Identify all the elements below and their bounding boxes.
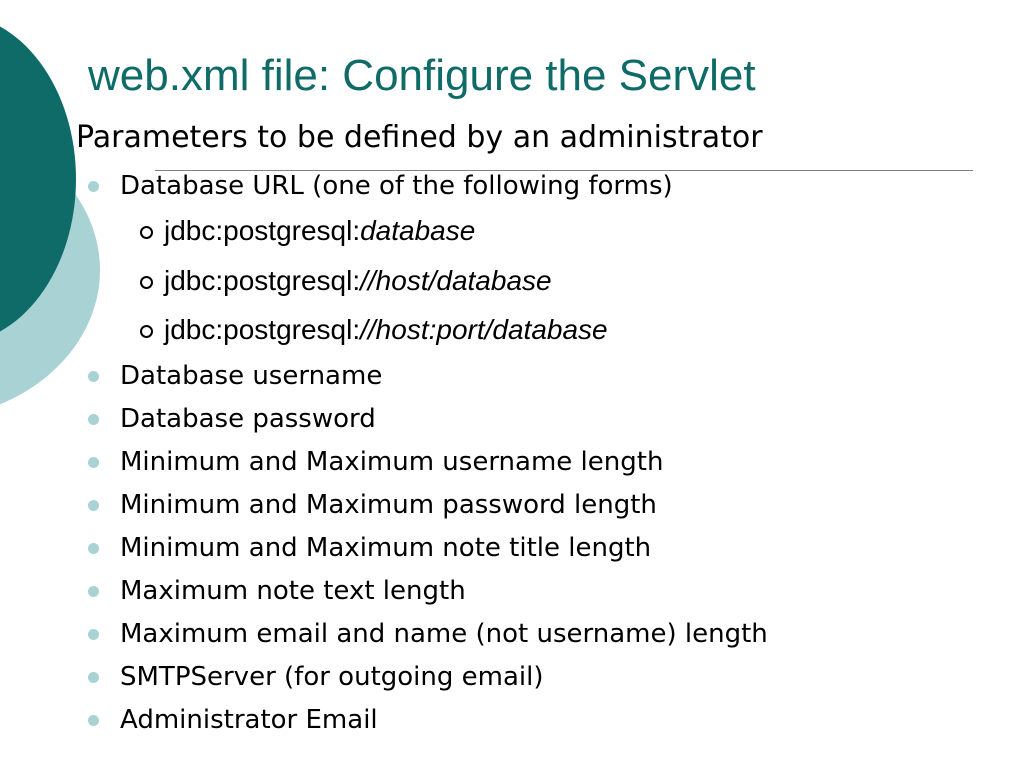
bullet-text: Maximum note text length	[120, 576, 466, 606]
sub-bullet-ring-icon	[140, 226, 153, 239]
bullet-text: Administrator Email	[120, 705, 378, 735]
sub-bullet-ring-icon	[140, 276, 153, 289]
bullet-text: Database username	[120, 361, 383, 391]
url-suffix: database	[360, 215, 476, 246]
sub-item-text	[164, 262, 552, 300]
bullet-dot-icon	[88, 672, 99, 683]
bullet-text: Maximum email and name (not username) length	[120, 619, 768, 649]
bullet-text: Minimum and Maximum password length	[120, 490, 657, 520]
url-prefix: jdbc:postgresql:	[164, 215, 361, 246]
bullet-text: Database password	[120, 404, 376, 434]
bullet-dot-icon	[88, 371, 99, 382]
bullet-text: Database URL (one of the following forms)	[120, 171, 673, 201]
bullet-dot-icon	[88, 500, 99, 511]
slide-title: web.xml file: Configure the Servlet	[88, 51, 756, 100]
sub-bullet-ring-icon	[140, 325, 153, 338]
url-prefix: jdbc:postgresql:	[164, 314, 361, 345]
bullet-dot-icon	[88, 181, 99, 192]
sub-item-text	[164, 212, 475, 250]
bullet-text: SMTPServer (for outgoing email)	[120, 662, 544, 692]
bullet-dot-icon	[88, 629, 99, 640]
bullet-dot-icon	[88, 543, 99, 554]
bullet-dot-icon	[88, 586, 99, 597]
bullet-text: Minimum and Maximum note title length	[120, 533, 652, 563]
bullet-dot-icon	[88, 457, 99, 468]
url-suffix: //host:port/database	[360, 314, 608, 345]
url-suffix: //host/database	[360, 265, 552, 296]
bullet-text: Minimum and Maximum username length	[120, 447, 664, 477]
slide-subtitle: Parameters to be defined by an administrator	[76, 120, 763, 155]
bullet-dot-icon	[88, 414, 99, 425]
bullet-dot-icon	[88, 715, 99, 726]
sub-item-text	[164, 311, 608, 349]
url-prefix: jdbc:postgresql:	[164, 265, 361, 296]
